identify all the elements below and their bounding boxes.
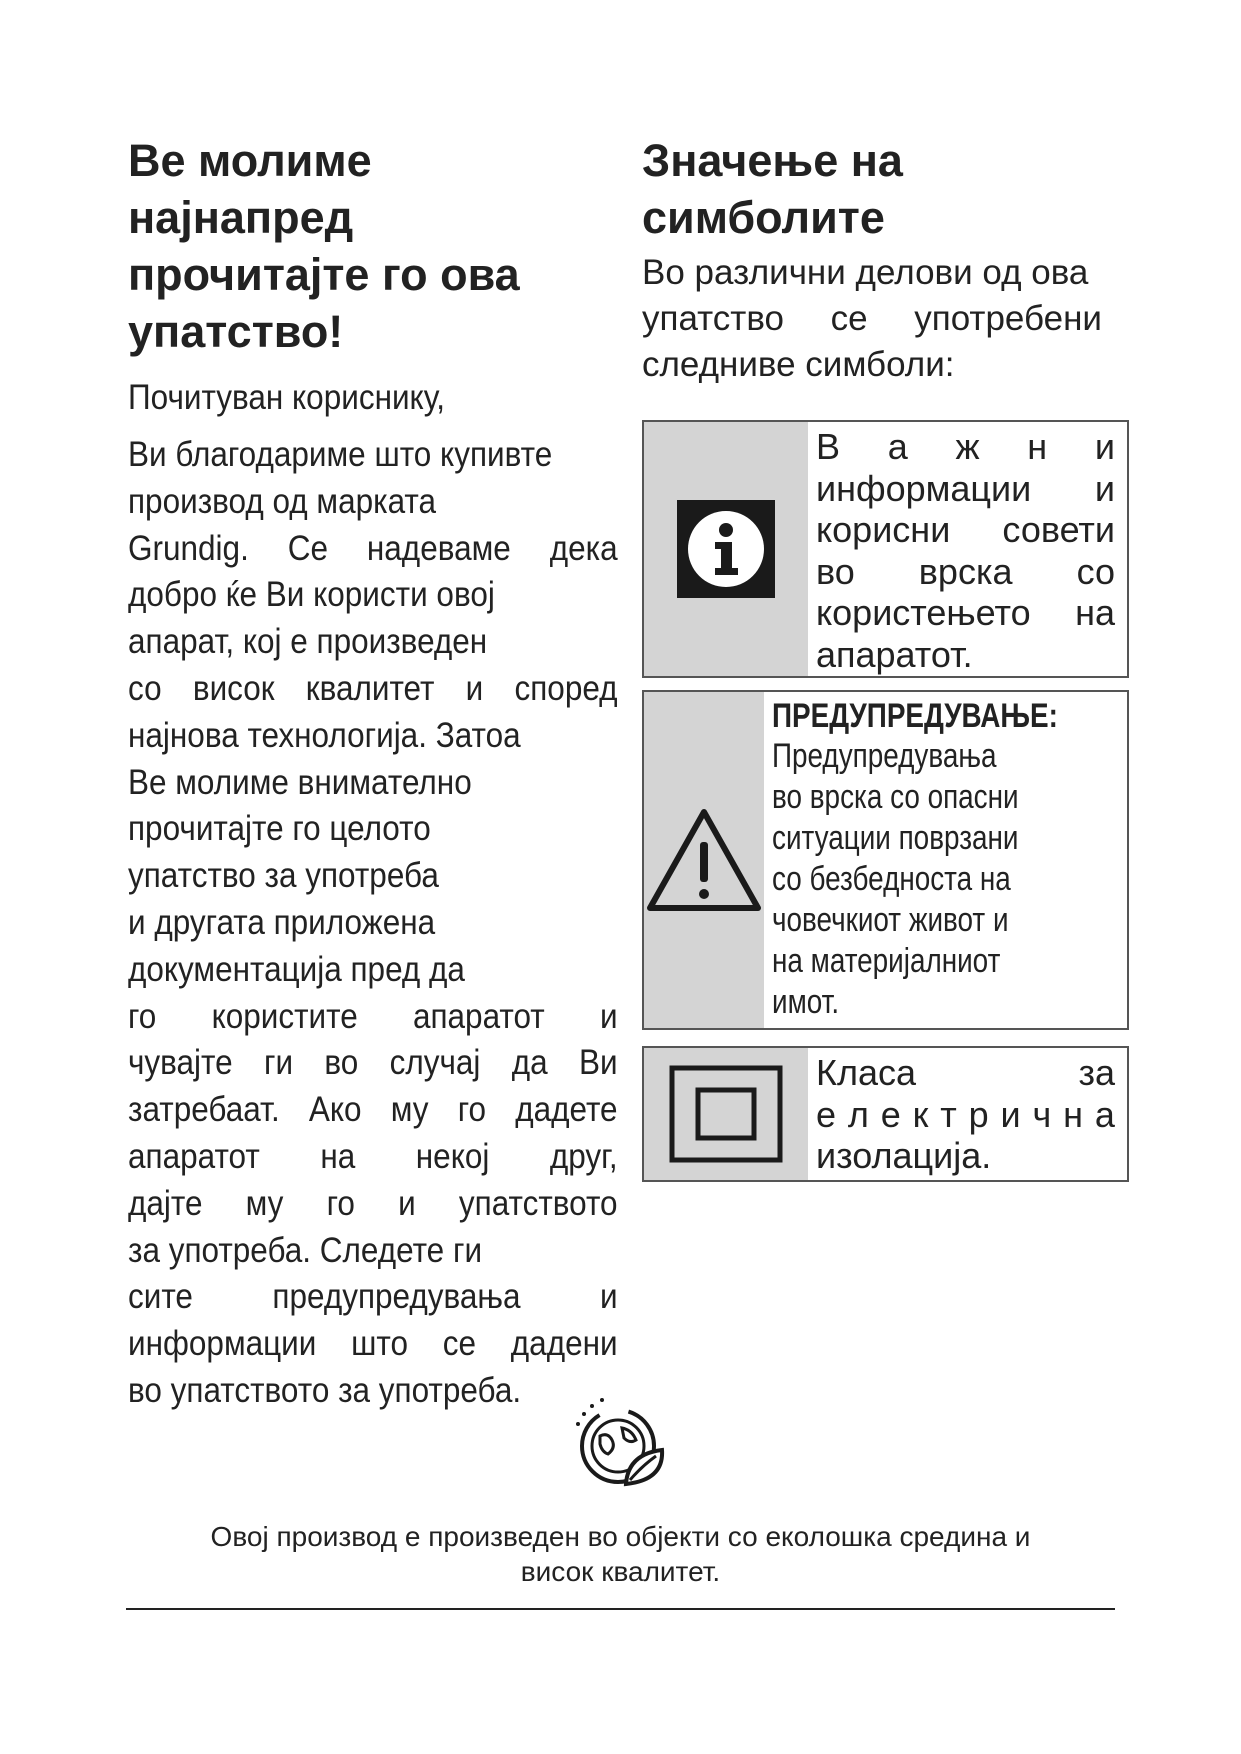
- warning-line-text: со безбедноста на: [772, 860, 1011, 898]
- insulation-line-text: изолација.: [816, 1135, 992, 1176]
- body-line-text: во упатството за употреба.: [128, 1370, 522, 1410]
- right-heading-line: Значење на: [642, 135, 903, 186]
- warning-title: ПРЕДУПРЕДУВАЊЕ:: [772, 697, 1058, 735]
- warning-line-text: човечкиот живот и: [772, 901, 1009, 939]
- footer-divider: [126, 1608, 1115, 1610]
- body-line-text: Grundig. Се надеваме дека: [128, 528, 618, 568]
- info-line-text: информации и: [816, 467, 1115, 509]
- body-line-text: чувајте ги во случај да Ви: [128, 1043, 618, 1083]
- double-insulation-icon: [668, 1064, 784, 1164]
- info-line-text: В а ж н и: [816, 426, 1115, 467]
- intro-line-text: упатство се употребени: [642, 299, 1102, 338]
- warning-line-text: на материјалниот: [772, 942, 1001, 980]
- warning-line-text: во врска со опасни: [772, 778, 1019, 816]
- symbol-icon-cell: [644, 422, 808, 676]
- body-line-text: со висок квалитет и според: [128, 668, 618, 708]
- info-icon: [677, 500, 775, 598]
- warning-line-text: ситуации поврзани: [772, 819, 1019, 857]
- left-heading: [128, 132, 618, 360]
- body-line-text: сите предупредувања и: [128, 1277, 618, 1317]
- body-line-text: Ве молиме внимателно: [128, 762, 472, 802]
- insulation-text: [808, 1048, 1127, 1180]
- body-line-text: производ од марката: [128, 481, 437, 521]
- intro-line-text: Во различни делови од ова: [642, 253, 1089, 292]
- body-line-text: најнова технологија. Затоа: [128, 715, 521, 755]
- eco-globe-leaf-icon: [566, 1388, 676, 1498]
- body-line-text: затребаат. Ако му го дадете: [128, 1090, 618, 1130]
- insulation-line-text: Класа за: [816, 1052, 1115, 1093]
- right-column: [642, 132, 1132, 388]
- body-paragraph: [128, 432, 618, 1415]
- symbol-box-warning: [642, 690, 1129, 1030]
- info-line-text: апаратот.: [816, 633, 973, 675]
- symbol-icon-cell: [644, 1048, 808, 1180]
- body-line-text: дајте му го и упатството: [128, 1183, 618, 1223]
- body-line-text: Ви благодариме што купивте: [128, 435, 553, 474]
- body-line-text: и другата приложена: [128, 902, 436, 942]
- info-line-text: во врска со: [816, 550, 1115, 592]
- info-line-text: корисни совети: [816, 509, 1115, 550]
- warning-triangle-icon: [644, 806, 764, 914]
- symbol-icon-cell: [644, 692, 764, 1028]
- left-heading-line: упатство!: [128, 306, 344, 357]
- body-line-text: апарат, кој е произведен: [128, 622, 488, 662]
- body-line-text: добро ќе Ви користи овој: [128, 575, 495, 615]
- info-text: [808, 422, 1127, 676]
- warning-line-text: Предупредувања: [772, 737, 997, 775]
- body-line-text: за употреба. Следете ги: [128, 1230, 483, 1270]
- right-heading-line: симболите: [642, 192, 885, 243]
- symbol-box-info: [642, 420, 1129, 678]
- greeting: Почитуван кориснику,: [128, 378, 446, 417]
- eco-text-line: висок квалитет.: [520, 1556, 721, 1587]
- body-line-text: информации што се дадени: [128, 1324, 618, 1364]
- symbols-intro: [642, 250, 1132, 388]
- left-heading-line: Ве молиме: [128, 135, 372, 186]
- body-line-text: прочитајте го целото: [128, 809, 431, 849]
- body-line-text: документација пред да: [128, 949, 465, 989]
- right-heading: [642, 132, 1132, 246]
- body-line-text: упатство за употреба: [128, 856, 439, 896]
- insulation-line-text: е л е к т р и ч н а: [816, 1093, 1115, 1135]
- body-line-text: апаратот на некој друг,: [128, 1136, 618, 1176]
- left-column: [128, 132, 618, 1415]
- eco-text-line: Овој производ е произведен во објекти со еколошка средина и: [210, 1521, 1031, 1552]
- info-line-text: користењето на: [816, 592, 1115, 633]
- warning-text: [764, 692, 1133, 1028]
- left-heading-line: најнапред: [128, 192, 354, 243]
- body-line-text: го користите апаратот и: [128, 996, 618, 1036]
- symbol-box-insulation: [642, 1046, 1129, 1182]
- left-heading-line: прочитајте го ова: [128, 249, 520, 300]
- intro-line-text: следниве симболи:: [642, 345, 955, 384]
- warning-line-text: имот.: [772, 983, 840, 1021]
